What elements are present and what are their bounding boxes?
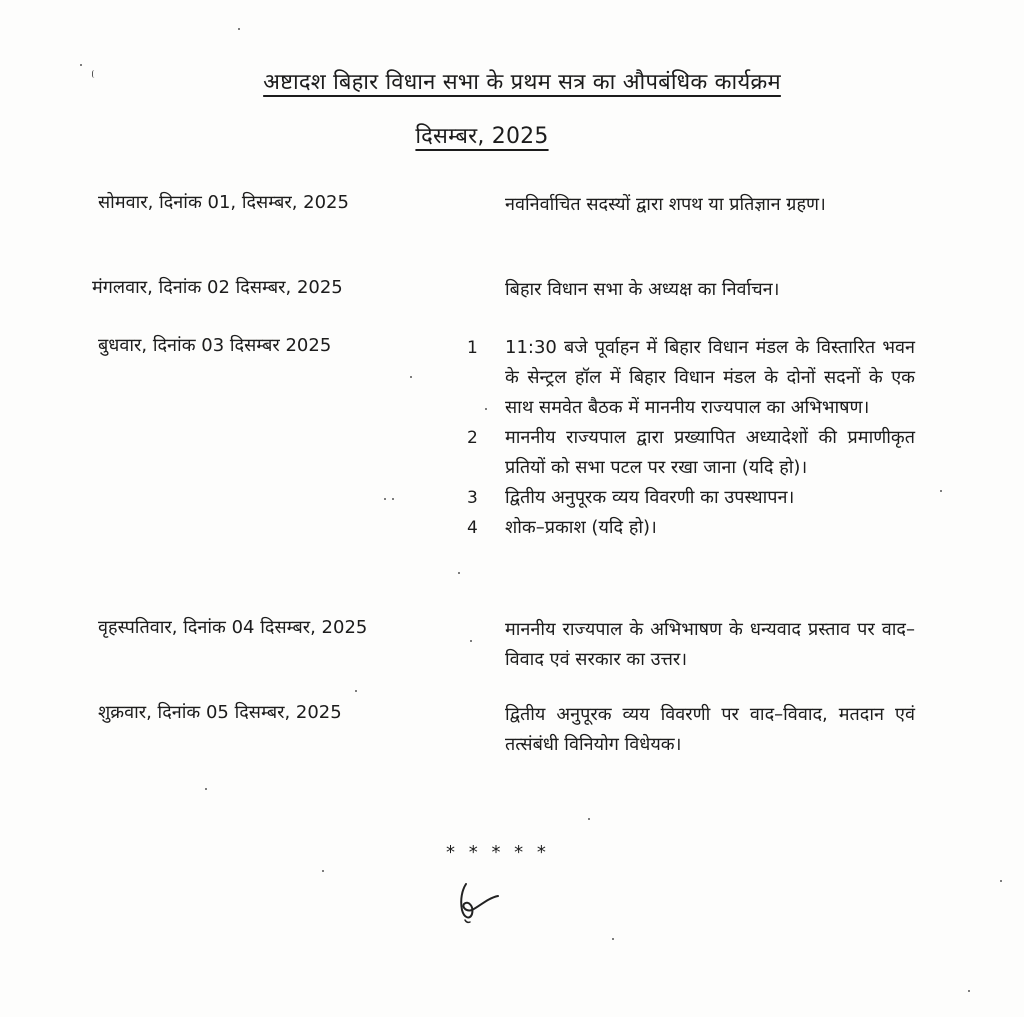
signature-icon <box>452 876 504 926</box>
scan-speck <box>470 640 472 642</box>
scan-speck <box>80 64 82 66</box>
schedule-date: सोमवार, दिनांक 01, दिसम्बर, 2025 <box>98 192 349 213</box>
agenda-item-text: माननीय राज्यपाल द्वारा प्रख्यापित अध्यादेशों की प्रमाणीकृत प्रतियों को सभा पटल पर रखा जाना (यदि हो)। <box>505 427 915 478</box>
schedule-date: बुधवार, दिनांक 03 दिसम्बर 2025 <box>98 335 332 356</box>
agenda-item-text: शोक–प्रकाश (यदि हो)। <box>505 517 657 538</box>
scan-speck <box>392 498 394 500</box>
schedule-description: माननीय राज्यपाल के अभिभाषण के धन्यवाद प्रस्ताव पर वाद–विवाद एवं सरकार का उत्तर। <box>505 619 915 670</box>
agenda-item-number: 1 <box>467 338 478 358</box>
scan-speck <box>485 408 487 410</box>
scan-speck <box>92 70 97 78</box>
schedule-description: नवनिर्वाचित सदस्यों द्वारा शपथ या प्रतिज्ञान ग्रहण। <box>505 194 826 215</box>
scan-speck <box>940 490 942 492</box>
agenda-item-text: 11:30 बजे पूर्वाहन में बिहार विधान मंडल के विस्तारित भवन के सेन्ट्रल हॉल में बिहार विधान मंडल के दोनों सदनों के एक साथ समवेत बैठक में माननीय राज्यपाल का अभिभाषण। <box>505 337 915 418</box>
scan-speck <box>612 938 614 940</box>
scan-speck <box>588 818 590 820</box>
agenda-item-number: 4 <box>467 518 478 538</box>
document-title: अष्टादश बिहार विधान सभा के प्रथम सत्र का औपबंधिक कार्यक्रम <box>263 70 781 95</box>
agenda-item <box>460 333 920 423</box>
scan-speck <box>322 870 324 872</box>
schedule-description: द्वितीय अनुपूरक व्यय विवरणी पर वाद–विवाद, मतदान एवं तत्संबंधी विनियोग विधेयक। <box>505 704 915 755</box>
scan-speck <box>1000 880 1002 882</box>
scan-speck <box>238 28 240 30</box>
schedule-date: वृहस्पतिवार, दिनांक 04 दिसम्बर, 2025 <box>98 617 368 638</box>
scan-speck <box>458 572 460 574</box>
agenda-list <box>460 333 920 543</box>
scan-speck <box>968 990 970 992</box>
schedule-date: शुक्रवार, दिनांक 05 दिसम्बर, 2025 <box>98 702 342 723</box>
agenda-item <box>460 423 920 483</box>
schedule-description: बिहार विधान सभा के अध्यक्ष का निर्वाचन। <box>505 279 780 300</box>
document-month: दिसम्बर, 2025 <box>415 124 549 149</box>
agenda-item <box>460 513 920 543</box>
agenda-item-text: द्वितीय अनुपूरक व्यय विवरणी का उपस्थापन। <box>505 487 795 508</box>
scan-speck <box>384 498 386 500</box>
scan-speck <box>205 788 207 790</box>
agenda-item-number: 3 <box>467 488 478 508</box>
scan-speck <box>410 376 412 378</box>
schedule-date: मंगलवार, दिनांक 02 दिसम्बर, 2025 <box>92 277 343 298</box>
agenda-item <box>460 483 920 513</box>
agenda-item-number: 2 <box>467 428 478 448</box>
end-marker: * * * * * <box>446 842 550 863</box>
scan-speck <box>355 690 357 692</box>
